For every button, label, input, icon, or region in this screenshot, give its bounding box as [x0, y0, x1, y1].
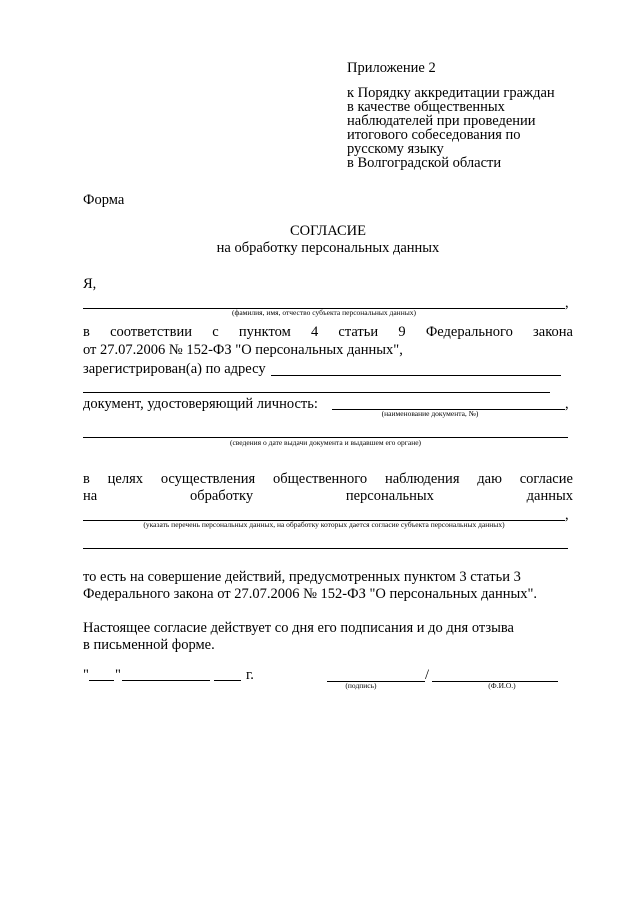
date-quote-close: ": [115, 667, 121, 683]
appendix-line: итогового собеседования по: [347, 127, 521, 143]
validity-line: Настоящее согласие действует со дня его подписания и до дня отзыва: [83, 620, 514, 636]
actions-line-2: Федерального закона от 27.07.2006 № 152-ФЗ "О персональных данных".: [83, 586, 538, 602]
word: наблюдения: [384, 471, 460, 487]
signature-hint: (подпись): [345, 681, 377, 690]
word: данных: [526, 488, 573, 504]
word: осуществления: [160, 471, 256, 487]
address-field-line-2[interactable]: [83, 392, 550, 393]
word: общественного: [272, 471, 368, 487]
date-quote-open: ": [83, 667, 89, 683]
appendix-line: к Порядку аккредитации граждан: [347, 85, 555, 101]
fio-comma: ,: [565, 295, 569, 311]
issue-info-hint: (сведения о дате выдачи документа и выдавшем его органе): [229, 438, 422, 447]
word: соответствии: [110, 324, 192, 340]
word: согласие: [519, 471, 573, 487]
signer-name-hint: (Ф.И.О.): [488, 681, 516, 690]
word: целях: [107, 471, 144, 487]
appendix-line: в качестве общественных: [347, 99, 505, 115]
personal-data-hint: (указать перечень персональных данных, на обработку которых дается согласие субъекта персональных данных): [143, 520, 505, 529]
law-reference-line-2: от 27.07.2006 № 152-ФЗ "О персональных данных",: [83, 342, 403, 358]
date-day-field[interactable]: [89, 680, 114, 681]
address-field-line[interactable]: [271, 375, 561, 376]
word: статьи: [338, 324, 379, 340]
appendix-line: наблюдателей при проведении: [347, 113, 536, 129]
word: в: [83, 324, 90, 340]
word: закона: [533, 324, 573, 340]
document-subtitle: на обработку персональных данных: [216, 240, 440, 256]
appendix-title: Приложение 2: [347, 60, 436, 76]
id-document-hint: (наименование документа, №): [381, 409, 479, 418]
id-document-comma: ,: [565, 396, 569, 412]
word: на: [83, 488, 98, 504]
word: персональных: [345, 488, 434, 504]
purpose-line: [83, 471, 573, 488]
word: Федерального: [425, 324, 513, 340]
law-reference-line: [83, 324, 573, 341]
document-title: СОГЛАСИЕ: [289, 223, 367, 239]
word: в: [83, 471, 90, 487]
personal-data-field-line-2[interactable]: [83, 548, 568, 549]
word: пунктом: [238, 324, 291, 340]
appendix-line: русскому языку: [347, 141, 444, 157]
date-month-field[interactable]: [122, 680, 210, 681]
form-label: Форма: [83, 192, 125, 208]
date-year-field[interactable]: [214, 680, 241, 681]
word: 4: [310, 324, 319, 340]
word: обработку: [189, 488, 254, 504]
id-document-label: документ, удостоверяющий личность:: [83, 396, 318, 412]
word: даю: [477, 471, 502, 487]
appendix-line: в Волгоградской области: [347, 155, 502, 171]
validity-line-2: в письменной форме.: [83, 637, 215, 653]
fio-hint: (фамилия, имя, отчество субъекта персональных данных): [231, 308, 416, 317]
date-year-suffix: г.: [246, 667, 254, 683]
address-label: зарегистрирован(а) по адресу: [83, 361, 266, 377]
word: 9: [398, 324, 406, 340]
purpose-line-2: [83, 488, 573, 505]
personal-data-comma: ,: [565, 507, 569, 523]
word: с: [212, 324, 219, 340]
actions-line: то есть на совершение действий, предусмотренных пунктом 3 статьи 3: [83, 569, 521, 585]
appendix-text: [347, 86, 555, 170]
pronoun-i: Я,: [83, 276, 97, 292]
signature-slash: /: [425, 667, 430, 683]
